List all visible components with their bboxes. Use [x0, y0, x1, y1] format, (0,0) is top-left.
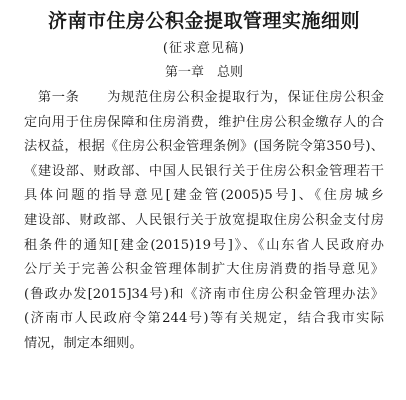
article-line: 法权益，根据《住房公积金管理条例》(国务院令第350号)、 [24, 139, 384, 155]
article-body [24, 86, 384, 357]
article-line: 租条件的通知[建金(2015)19号]》、《山东省人民政府办 [24, 237, 384, 253]
article-line: 《建设部、财政部、中国人民银行关于住房公积金管理若干 [24, 163, 384, 179]
article-line: 公厅关于完善公积金管理体制扩大住房消费的指导意见》 [24, 262, 384, 278]
document-title: 济南市住房公积金提取管理实施细则 [47, 10, 360, 32]
article-line: (济南市人民政府令第244号)等有关规定，结合我市实际 [24, 311, 384, 327]
article-line: 建设部、财政部、人民银行关于放宽提取住房公积金支付房 [24, 212, 384, 228]
article-line: 情况，制定本细则。 [24, 335, 143, 351]
document-subtitle: (征求意见稿) [162, 41, 246, 56]
article-line: 定向用于住房保障和住房消费，维护住房公积金缴存人的合 [24, 114, 384, 130]
chapter-heading: 第一章 总则 [164, 65, 243, 80]
article-line: (鲁政办发[2015]34号)和《济南市住房公积金管理办法》 [24, 286, 384, 302]
article-line: 第一条 为规范住房公积金提取行为，保证住房公积金 [24, 90, 384, 105]
article-line: 具体问题的指导意见[建金管(2005)5号]、《住房城乡 [24, 188, 384, 204]
